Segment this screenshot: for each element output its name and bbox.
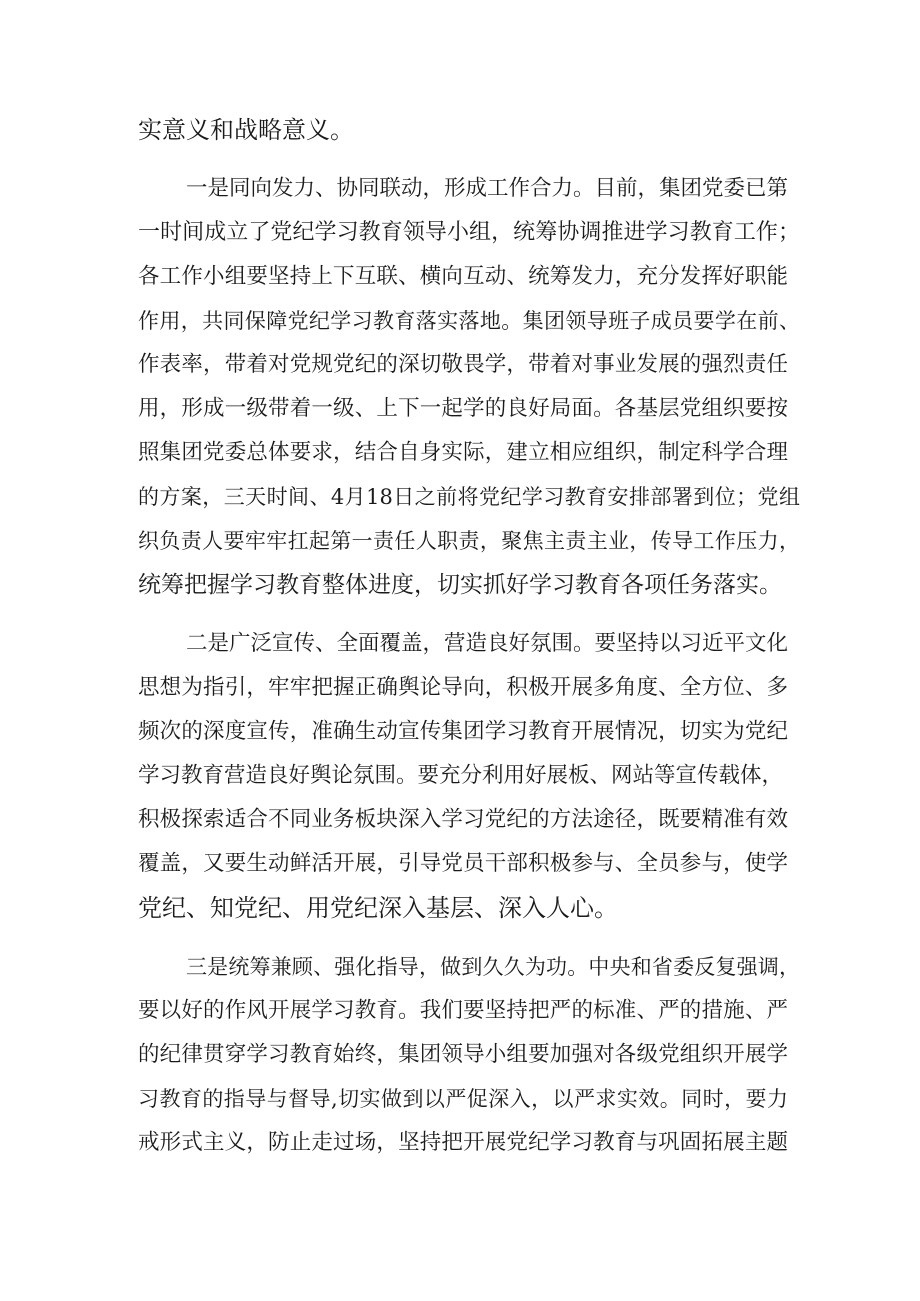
paragraph-2-line-7: 照集团党委总体要求，结合自身实际，建立相应组织，制定科学合理 bbox=[138, 440, 788, 465]
paragraph-4-line-5: 戒形式主义，防止走过场，坚持把开展党纪学习教育与巩固拓展主题 bbox=[138, 1130, 788, 1155]
paragraph-2-line-1: 一是同向发力、协同联动，形成工作合力。目前，集团党委已第 bbox=[186, 176, 789, 201]
paragraph-2-line-8: 的方案，三天时间、4月18日之前将党纪学习教育安排部署到位；党组 bbox=[138, 485, 800, 509]
paragraph-4-line-2: 要以好的作风开展学习教育。我们要坚持把严的标准、严的措施、严 bbox=[138, 998, 788, 1023]
paragraph-1-line-1: 实意义和战略意义。 bbox=[138, 116, 354, 144]
paragraph-2-line-5: 作表率，带着对党规党纪的深切敬畏学，带着对事业发展的强烈责任 bbox=[138, 352, 788, 377]
paragraph-2-line-4: 作用，共同保障党纪学习教育落实落地。集团领导班子成员要学在前、 bbox=[138, 309, 800, 333]
paragraph-2-line-9: 织负责人要牢牢扛起第一责任人职责，聚焦主责主业，传导工作压力， bbox=[138, 529, 800, 553]
paragraph-3-line-2: 思想为指引，牢牢把握正确舆论导向，积极开展多角度、全方位、多 bbox=[138, 675, 788, 700]
paragraph-3-line-7: 党纪、知党纪、用党纪深入基层、深入人心。 bbox=[138, 894, 618, 922]
paragraph-3-line-5: 积极探索适合不同业务板块深入学习党纪的方法途径，既要精准有效 bbox=[138, 807, 788, 832]
paragraph-2-line-10: 统筹把握学习教育整体进度，切实抓好学习教育各项任务落实。 bbox=[138, 572, 782, 598]
paragraph-2-line-6: 用，形成一级带着一级、上下一起学的良好局面。各基层党组织要按 bbox=[138, 396, 788, 421]
paragraph-4-line-1: 三是统筹兼顾、强化指导，做到久久为功。中央和省委反复强调， bbox=[186, 955, 800, 979]
paragraph-3-line-3: 频次的深度宣传，准确生动宣传集团学习教育开展情况，切实为党纪 bbox=[138, 719, 788, 744]
paragraph-3-line-4: 学习教育营造良好舆论氛围。要充分利用好展板、网站等宣传载体， bbox=[138, 763, 784, 788]
paragraph-4-line-3: 的纪律贯穿学习教育始终，集团领导小组要加强对各级党组织开展学 bbox=[138, 1042, 788, 1067]
paragraph-2-line-3: 各工作小组要坚持上下互联、横向互动、统筹发力，充分发挥好职能 bbox=[138, 264, 788, 289]
paragraph-4-line-4: 习教育的指导与督导,切实做到以严促深入，以严求实效。同时，要力 bbox=[138, 1087, 788, 1111]
paragraph-3-line-6: 覆盖，又要生动鲜活开展，引导党员干部积极参与、全员参与，使学 bbox=[138, 851, 788, 876]
paragraph-2-line-2: 一时间成立了党纪学习教育领导小组，统筹协调推进学习教育工作； bbox=[138, 220, 800, 245]
paragraph-3-line-1: 二是广泛宣传、全面覆盖，营造良好氛围。要坚持以习近平文化 bbox=[186, 631, 789, 656]
